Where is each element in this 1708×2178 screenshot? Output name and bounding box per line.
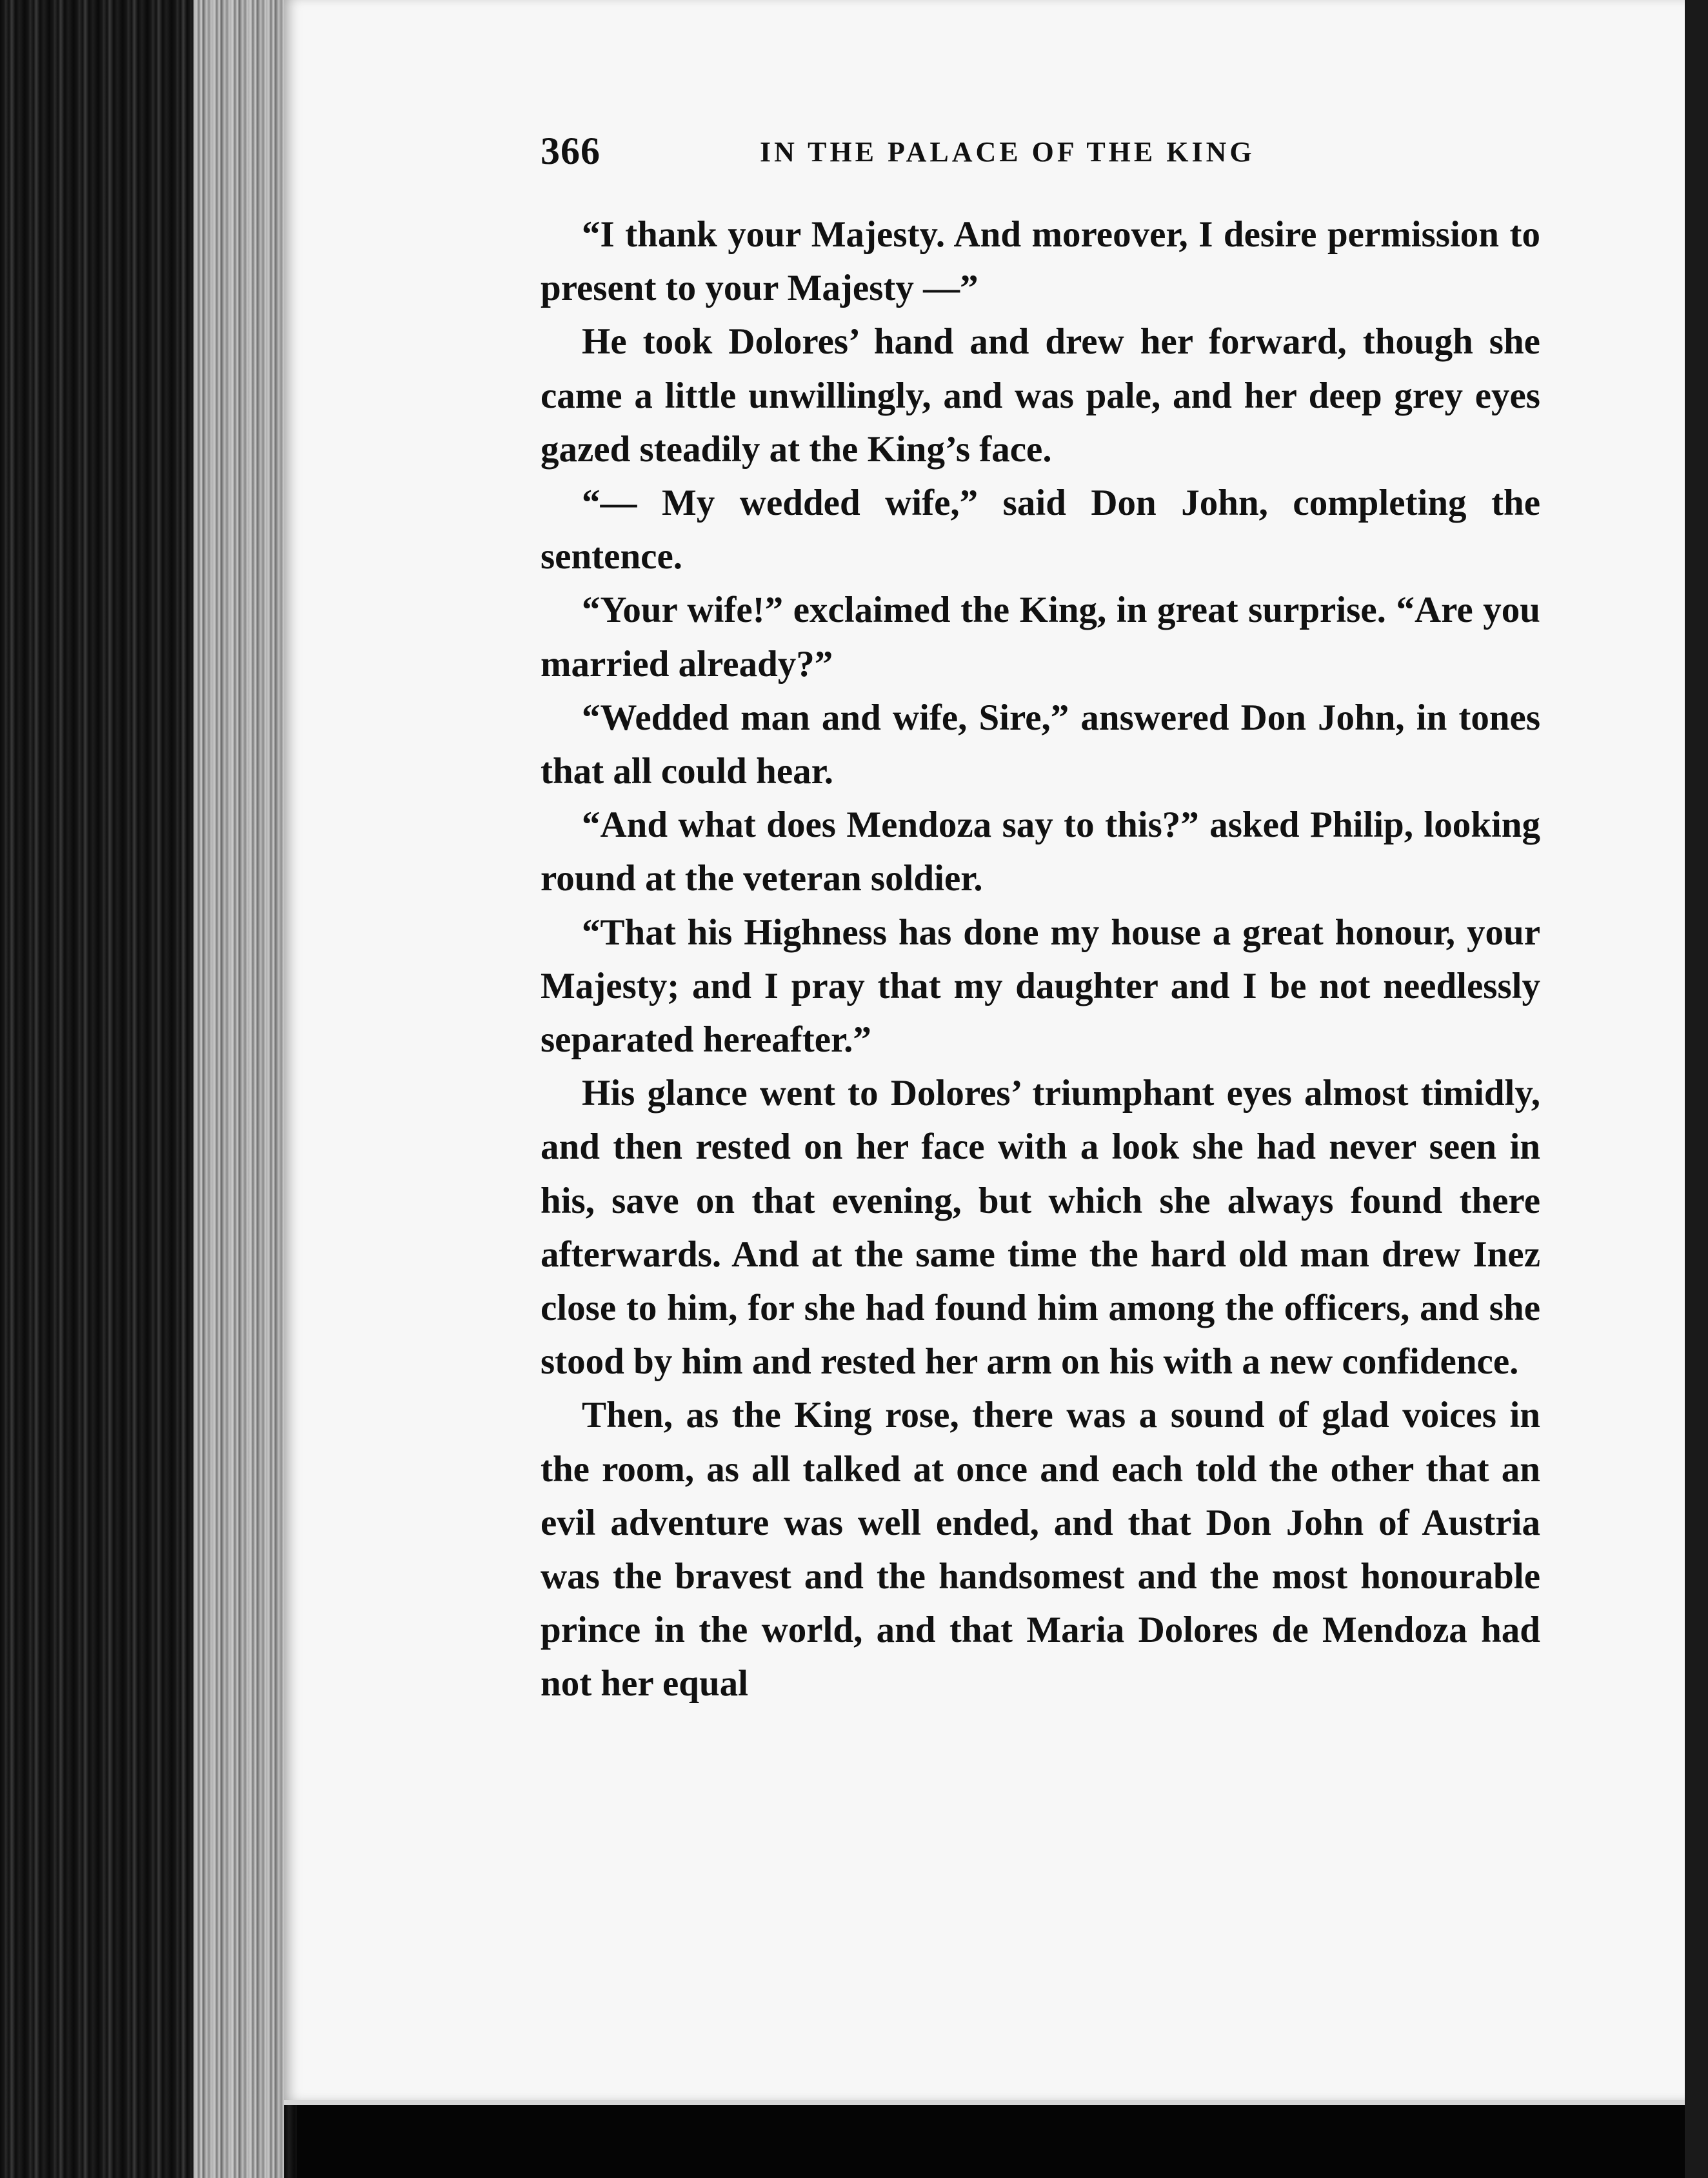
- paragraph: “Your wife!” exclaimed the King, in great surprise. “Are you married already?”: [541, 590, 1540, 684]
- page-number: 366: [541, 130, 601, 172]
- body-text: [541, 208, 1540, 1711]
- paragraph: He took Dolores’ hand and drew her forward, though she came a little unwillingly, and was pale, and her deep grey eyes gazed steadily at the King’s face.: [541, 321, 1540, 470]
- paragraph: “And what does Mendoza say to this?” asked Philip, looking round at the veteran soldier.: [541, 804, 1540, 899]
- page-bottom-edge: [284, 2100, 1690, 2105]
- paragraph: “— My wedded wife,” said Don John, completing the sentence.: [541, 483, 1540, 577]
- scan-right-border: [1685, 0, 1708, 2178]
- page-header: [541, 129, 1547, 181]
- paragraph: “Wedded man and wife, Sire,” answered Don John, in tones that all could hear.: [541, 697, 1540, 792]
- paragraph: Then, as the King rose, there was a sound of glad voices in the room, as all talked at once and each told the other that an evil adventure was well ended, and that Don John of Austria was the bravest and the handsomest and the most honourable prince in the world, and that Maria Dolores de Mendoza had not her equal: [541, 1395, 1540, 1704]
- running-head: IN THE PALACE OF THE KING: [760, 136, 1255, 168]
- paragraph: His glance went to Dolores’ triumphant eyes almost timidly, and then rested on her face with a look she had never seen in his, save on that evening, but which she always found there afterwards. And at the same time the hard old man drew Inez close to him, for she had found him among the officers, and she stood by him and rested her arm on his with a new confidence.: [541, 1073, 1540, 1383]
- paragraph: “That his Highness has done my house a great honour, your Majesty; and I pray that my daughter and I be not needlessly separated hereafter.”: [541, 912, 1540, 1061]
- page-edges: [194, 0, 284, 2178]
- paragraph: “I thank your Majesty. And moreover, I desire permission to present to your Majesty —”: [541, 214, 1540, 309]
